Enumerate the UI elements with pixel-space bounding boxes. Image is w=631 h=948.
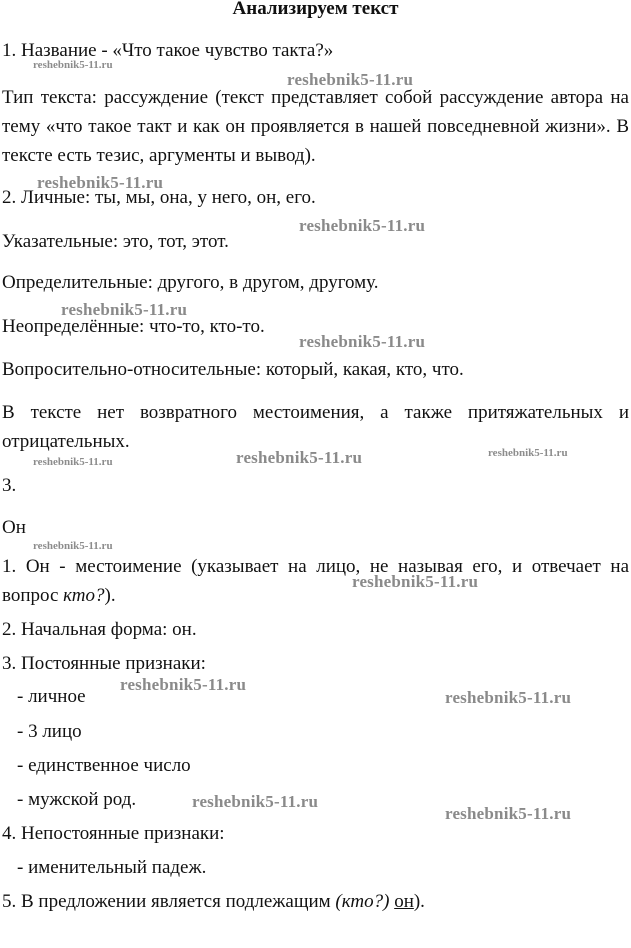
watermark: reshebnik5-11.ru xyxy=(61,300,188,319)
watermark: reshebnik5-11.ru xyxy=(287,70,414,89)
watermark: reshebnik5-11.ru xyxy=(488,447,568,459)
demonstrative-pronouns-line: Указательные: это, тот, этот. xyxy=(2,231,229,252)
constant-feature-number: - единственное число xyxy=(17,755,191,776)
constant-feature-personal: - личное xyxy=(17,686,86,707)
watermark: reshebnik5-11.ru xyxy=(299,216,426,235)
interrogative-pronouns-line: Вопросительно-относительные: который, какая, кто, что. xyxy=(2,359,464,380)
watermark: reshebnik5-11.ru xyxy=(33,456,113,468)
watermark: reshebnik5-11.ru xyxy=(33,59,113,71)
task-3-number: 3. xyxy=(2,475,17,496)
analysis-point-4: 4. Непостоянные признаки: xyxy=(2,823,225,844)
analysis-point-5: 5. В предложении является подлежащим (кто?) он). xyxy=(2,891,425,912)
text-type-paragraph: Тип текста: рассуждение (текст представляет собой рассуждение автора на тему «что такое такт и как он проявляется в нашей повседневной жизни». В тексте есть тезис, аргументы и вывод). xyxy=(2,87,629,166)
variable-feature-case: - именительный падеж. xyxy=(17,857,207,878)
watermark: reshebnik5-11.ru xyxy=(352,572,479,591)
constant-feature-person: - 3 лицо xyxy=(17,721,82,742)
analysis-point-1: 1. Он - местоимение (указывает на лицо, не называя его, и отвечает на вопрос кто?). xyxy=(2,556,629,606)
watermark: reshebnik5-11.ru xyxy=(33,540,113,552)
watermark: reshebnik5-11.ru xyxy=(236,448,363,467)
constant-feature-gender: - мужской род. xyxy=(17,789,137,810)
watermark: reshebnik5-11.ru xyxy=(445,804,572,823)
text-title-line: 1. Название - «Что такое чувство такта?» xyxy=(2,40,334,61)
watermark: reshebnik5-11.ru xyxy=(299,332,426,351)
indefinite-pronouns-line: Неопределённые: что-то, кто-то. xyxy=(2,316,265,337)
analysis-point-3: 3. Постоянные признаки: xyxy=(2,653,206,674)
determinative-pronouns-line: Определительные: другого, в другом, другому. xyxy=(2,272,379,293)
watermark: reshebnik5-11.ru xyxy=(445,688,572,707)
watermark: reshebnik5-11.ru xyxy=(120,675,247,694)
analysis-point-2: 2. Начальная форма: он. xyxy=(2,619,197,640)
page-title: Анализируем текст xyxy=(232,0,399,19)
watermark: reshebnik5-11.ru xyxy=(37,173,164,192)
personal-pronouns-line: 2. Личные: ты, мы, она, у него, он, его. xyxy=(2,187,316,208)
watermark: reshebnik5-11.ru xyxy=(192,792,319,811)
analyzed-word: Он xyxy=(2,517,26,538)
no-reflexive-paragraph: В тексте нет возвратного местоимения, а также притяжательных и отрицательных. xyxy=(2,402,629,452)
